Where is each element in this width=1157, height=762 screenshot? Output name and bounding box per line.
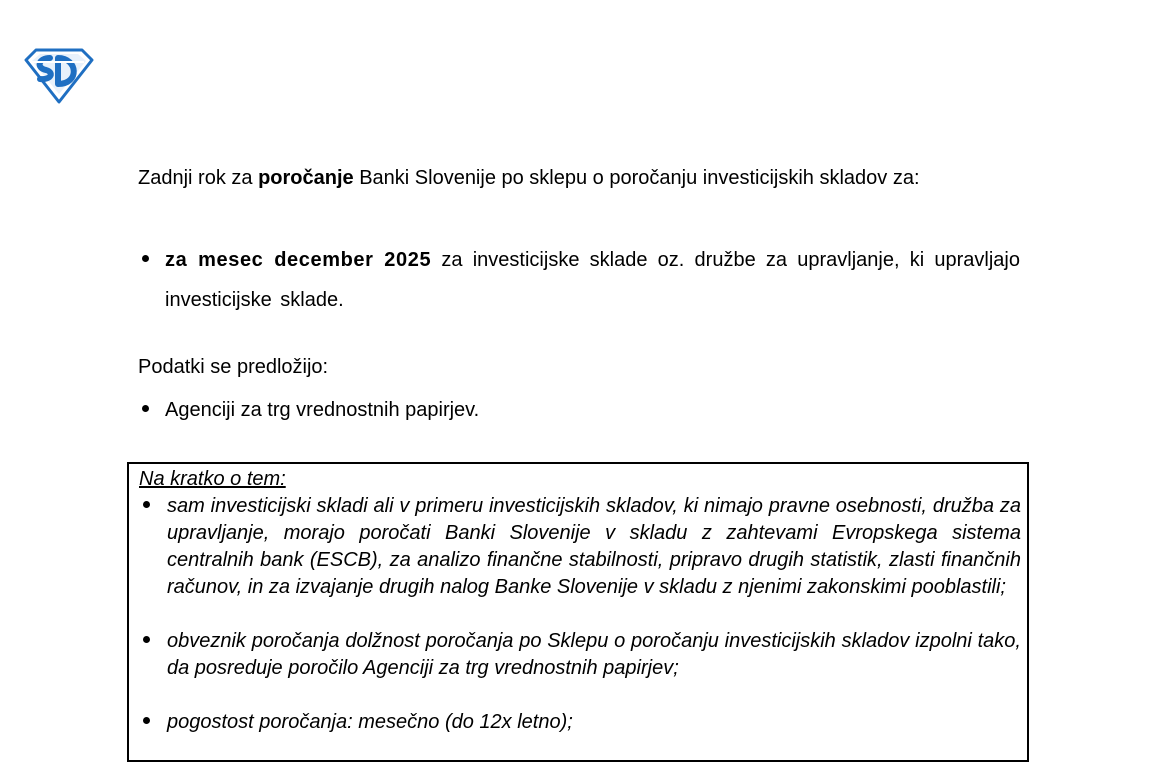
intro-text: Zadnji rok za — [138, 167, 259, 189]
submission-heading: Podatki se predložijo: — [138, 356, 329, 378]
deadline-list-item — [138, 240, 1020, 320]
sd-shield-logo-icon — [22, 48, 96, 104]
deadline-description: za investicijske sklade oz. družbe za upravljanje, ki upravljajo investicijske sklade. — [165, 249, 1020, 311]
intro-paragraph — [138, 158, 1020, 198]
summary-title: Na kratko o tem: — [139, 468, 286, 490]
bullet-icon — [138, 240, 152, 280]
summary-list-item — [139, 493, 1021, 601]
submission-list-item — [138, 390, 1020, 430]
bullet-icon — [138, 390, 152, 430]
summary-item-text: pogostost poročanja: mesečno (do 12x letno); — [167, 711, 573, 733]
submission-recipient: Agenciji za trg vrednostnih papirjev. — [165, 399, 480, 421]
bullet-icon — [139, 628, 153, 655]
summary-box — [127, 462, 1029, 762]
summary-item-text: obveznik poročanja dolžnost poročanja po Sklepu o poročanju investicijskih skladov izpolni tako, da posreduje poročilo Agenciji za trg vrednostnih papirjev; — [167, 630, 1021, 679]
deadline-period: za mesec december 2025 — [165, 249, 432, 271]
summary-item-text: sam investicijski skladi ali v primeru investicijskih skladov, ki nimajo pravne osebnosti, družba za upravljanje, morajo poročati Banki Slovenije v skladu z zahtevami Evropskega sistema centralnih bank (ESCB), za analizo finančne stabilnosti, pripravo drugih statistik, zlasti finančnih računov, in za izvajanje drugih nalog Banke Slovenije v skladu z njenimi zakonskimi pooblastili; — [167, 495, 1021, 598]
bullet-icon — [139, 709, 153, 736]
bullet-icon — [139, 493, 153, 520]
summary-list-item — [139, 628, 1021, 682]
summary-list-item — [139, 709, 1021, 736]
intro-bold-text: poročanje — [258, 167, 354, 189]
intro-text-continued: Banki Slovenije po sklepu o poročanju investicijskih skladov za: — [353, 167, 920, 189]
